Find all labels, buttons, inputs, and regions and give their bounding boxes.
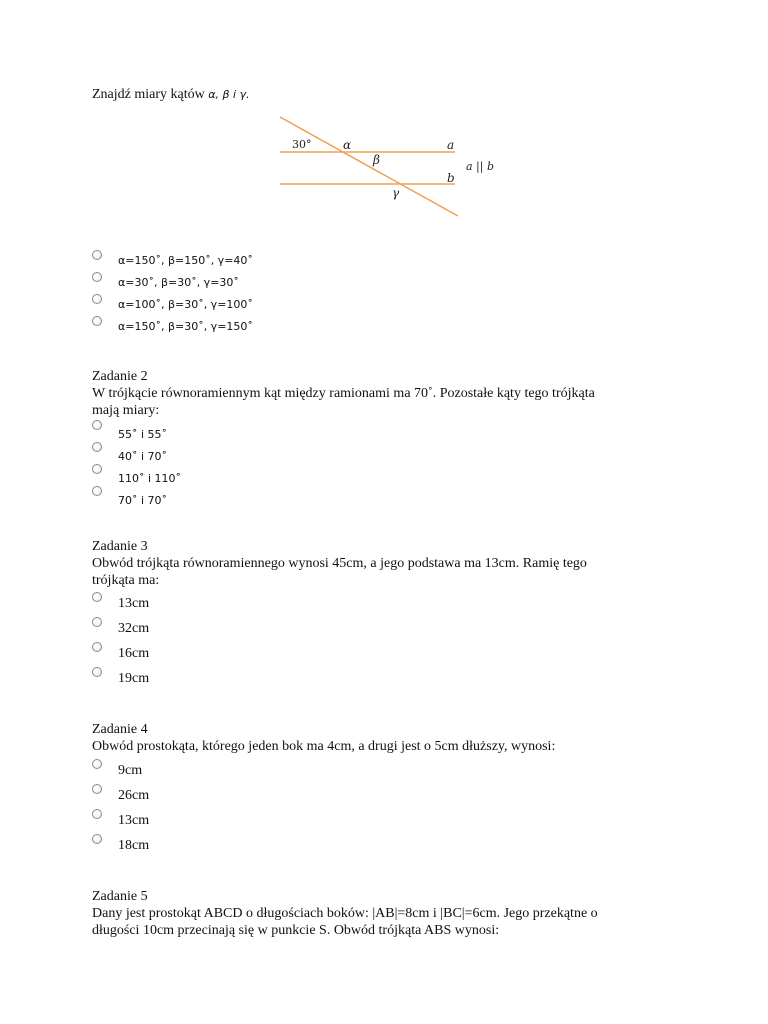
radio-icon[interactable] — [92, 667, 102, 677]
beta-label: β — [373, 153, 380, 167]
alpha-label: α — [343, 138, 352, 152]
task5-title: Zadanie 5 — [92, 889, 148, 904]
task4-option-label: 26cm — [118, 788, 150, 803]
task3-text-2: trójkąta ma: — [92, 573, 160, 588]
task3-option-label: 32cm — [118, 621, 150, 636]
line-b-label: b — [447, 171, 455, 185]
task2-text-1: W trójkącie równoramiennym kąt między ramionami ma 70˚. Pozostałe kąty tego trójkąta — [92, 386, 595, 401]
task2-option-label: 55˚ i 55˚ — [118, 428, 168, 441]
radio-icon[interactable] — [92, 759, 102, 769]
task3-option-label: 13cm — [118, 596, 150, 611]
angle-30-label: 30° — [292, 138, 312, 151]
task2-text-2: mają miary: — [92, 403, 160, 418]
radio-icon[interactable] — [92, 442, 102, 452]
radio-icon[interactable] — [92, 809, 102, 819]
parallel-relation-label: a || b — [466, 160, 495, 173]
task2-option-label: 110˚ i 110˚ — [118, 472, 182, 485]
line-a-label: a — [447, 138, 455, 152]
transversal-line — [280, 117, 458, 216]
radio-icon[interactable] — [92, 272, 102, 282]
radio-icon[interactable] — [92, 316, 102, 326]
task1-diagram — [270, 112, 500, 222]
gamma-label: γ — [392, 186, 400, 200]
task1-symbols: α, β i γ. — [208, 88, 250, 101]
task3-option-label: 16cm — [118, 646, 150, 661]
task2-option-label: 70˚ i 70˚ — [118, 494, 168, 507]
radio-icon[interactable] — [92, 464, 102, 474]
task4-text-1: Obwód prostokąta, którego jeden bok ma 4cm, a drugi jest o 5cm dłuższy, wynosi: — [92, 739, 556, 754]
task1-prompt — [92, 86, 250, 103]
task2-option-label: 40˚ i 70˚ — [118, 450, 168, 463]
task3-option-label: 19cm — [118, 671, 150, 686]
task4-option-label: 13cm — [118, 813, 150, 828]
task1-option-label: α=150˚, β=150˚, γ=40˚ — [118, 254, 253, 267]
task4-option-label: 18cm — [118, 838, 150, 853]
task5-text-2: długości 10cm przecinają się w punkcie S. Obwód trójkąta ABS wynosi: — [92, 923, 500, 938]
task2-title: Zadanie 2 — [92, 369, 148, 384]
radio-icon[interactable] — [92, 250, 102, 260]
task1-prompt-text: Znajdź miary kątów — [92, 87, 205, 102]
radio-icon[interactable] — [92, 294, 102, 304]
task4-title: Zadanie 4 — [92, 722, 148, 737]
task3-text-1: Obwód trójkąta równoramiennego wynosi 45cm, a jego podstawa ma 13cm. Ramię tego — [92, 556, 587, 571]
task3-title: Zadanie 3 — [92, 539, 148, 554]
task5-text-1: Dany jest prostokąt ABCD o długościach boków: |AB|=8cm i |BC|=6cm. Jego przekątne o — [92, 906, 598, 921]
radio-icon[interactable] — [92, 784, 102, 794]
task4-option-label: 9cm — [118, 763, 143, 778]
task1-option-label: α=150˚, β=30˚, γ=150˚ — [118, 320, 253, 333]
radio-icon[interactable] — [92, 420, 102, 430]
radio-icon[interactable] — [92, 642, 102, 652]
radio-icon[interactable] — [92, 834, 102, 844]
task1-option-label: α=30˚, β=30˚, γ=30˚ — [118, 276, 239, 289]
radio-icon[interactable] — [92, 617, 102, 627]
task1-option-label: α=100˚, β=30˚, γ=100˚ — [118, 298, 253, 311]
radio-icon[interactable] — [92, 486, 102, 496]
radio-icon[interactable] — [92, 592, 102, 602]
